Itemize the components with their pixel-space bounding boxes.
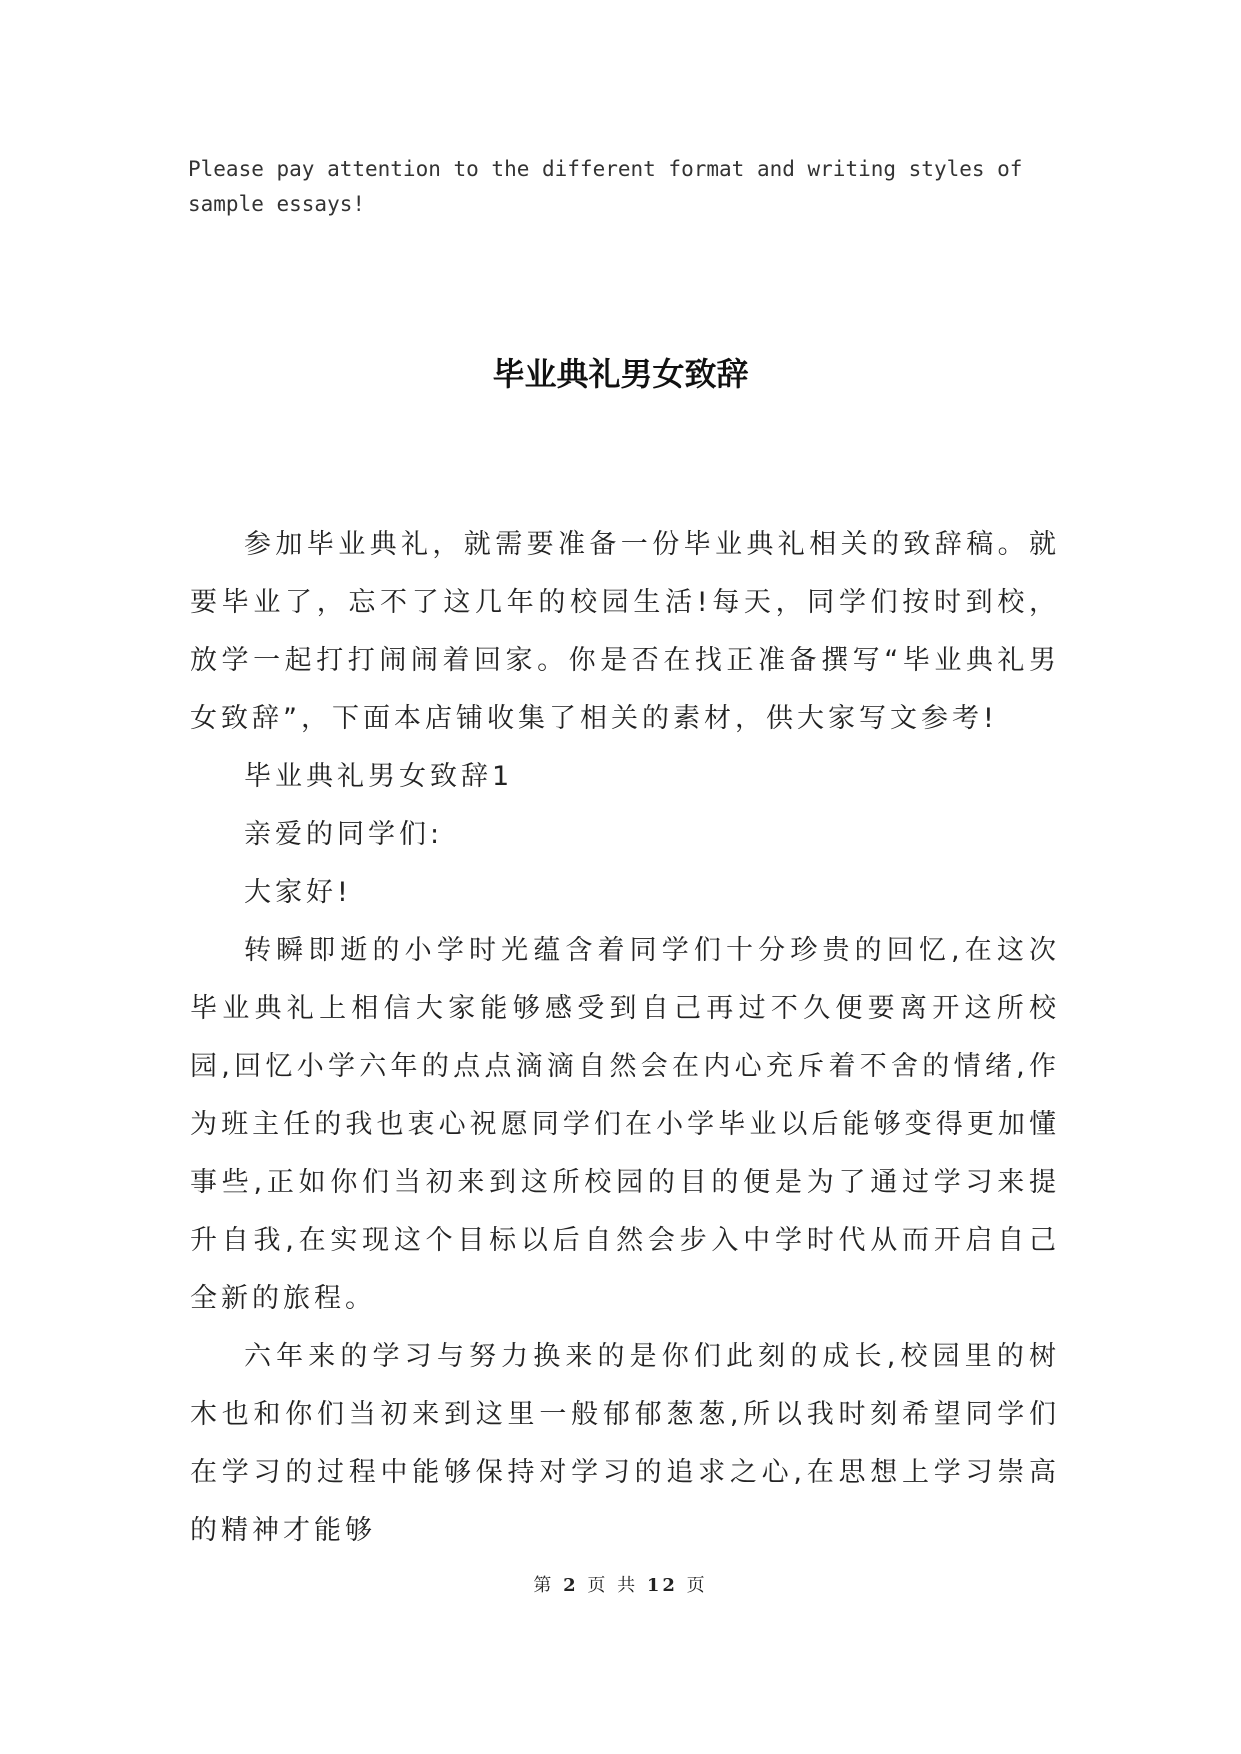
current-page-number: 2 xyxy=(563,1575,579,1596)
body-paragraph: 六年来的学习与努力换来的是你们此刻的成长,校园里的树木也和你们当初来到这里一般郁郁葱葱,所以我时刻希望同学们在学习的过程中能够保持对学习的追求之心,在思想上学习崇高的精神才能够 xyxy=(190,1341,1060,1546)
salutation: 亲爱的同学们: xyxy=(244,819,444,850)
footer-suffix: 页 xyxy=(686,1575,708,1596)
section-heading: 毕业典礼男女致辞1 xyxy=(244,761,514,792)
page-footer xyxy=(0,1574,1241,1598)
footer-prefix: 第 xyxy=(533,1575,555,1596)
document-body xyxy=(190,516,1060,1560)
total-page-count: 12 xyxy=(646,1575,678,1596)
document-title: 毕业典礼男女致辞 xyxy=(492,355,749,393)
format-notice: Please pay attention to the different format and writing styles of sample essays! xyxy=(188,157,1023,216)
footer-middle: 页 共 xyxy=(587,1575,639,1596)
intro-paragraph: 参加毕业典礼，就需要准备一份毕业典礼相关的致辞稿。就要毕业了，忘不了这几年的校园生活!每天，同学们按时到校，放学一起打打闹闹着回家。你是否在找正准备撰写“毕业典礼男女致辞”，下面本店铺收集了相关的素材，供大家写文参考! xyxy=(190,529,1060,734)
body-paragraph: 转瞬即逝的小学时光蕴含着同学们十分珍贵的回忆,在这次毕业典礼上相信大家能够感受到自己再过不久便要离开这所校园,回忆小学六年的点点滴滴自然会在内心充斥着不舍的情绪,作为班主任的我也衷心祝愿同学们在小学毕业以后能够变得更加懂事些,正如你们当初来到这所校园的目的便是为了通过学习来提升自我,在实现这个目标以后自然会步入中学时代从而开启自己全新的旅程。 xyxy=(190,935,1060,1314)
greeting: 大家好! xyxy=(244,877,352,908)
